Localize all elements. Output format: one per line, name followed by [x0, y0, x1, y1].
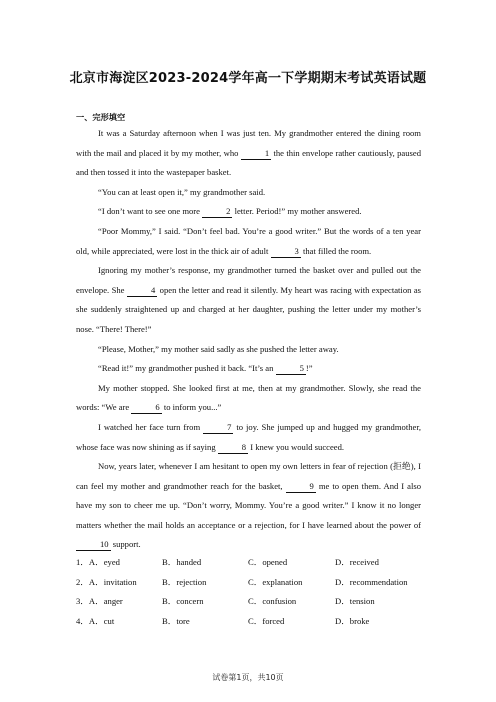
option-text: A．eyed	[88, 557, 120, 567]
option-a[interactable]	[76, 595, 123, 607]
question-number: 4．	[76, 615, 89, 626]
option-c[interactable]: C．forced	[248, 615, 285, 626]
text: letter. Period!” my mother answered.	[232, 206, 362, 217]
option-c[interactable]: C．explanation	[248, 576, 303, 587]
question-row-2	[76, 572, 421, 592]
blank-5: 5	[276, 363, 306, 375]
paragraph-5	[76, 261, 421, 339]
section-heading: 一、完形填空	[76, 112, 126, 122]
option-b[interactable]: B．handed	[162, 557, 202, 567]
text: to joy. She jumped up and hugged my grandmother, whose face was now shining as if saying	[76, 421, 421, 452]
paragraph-9	[76, 418, 421, 457]
paragraph-4	[76, 222, 421, 261]
text: to inform you...”	[161, 402, 222, 413]
answer-options	[76, 552, 421, 630]
option-a[interactable]	[76, 556, 120, 568]
option-d[interactable]: D．tension	[335, 596, 375, 607]
blank-4: 4	[127, 285, 157, 297]
paragraph-8	[76, 379, 421, 418]
text: “I don’t want to see one more	[98, 206, 203, 217]
text: that filled the room.	[300, 245, 372, 256]
text: “Poor Mommy,” I said. “Don’t feel bad. You’re a good writer.” But the words of a ten year old, while appreciated, were lost in the thick air of adult	[76, 225, 421, 256]
text: the thin envelope rather cautiously, paused and then tossed it into the wastepaper basket.	[76, 147, 422, 178]
page-footer: 试卷第1页，共10页	[212, 673, 284, 682]
passage	[76, 124, 421, 555]
text: Ignoring my mother’s response, my grandmother turned the basket over and pulled out the envelope. She	[76, 265, 421, 295]
option-b[interactable]: B．concern	[162, 596, 204, 607]
blank-7: 7	[203, 422, 233, 434]
paragraph-10	[76, 457, 421, 555]
text: !”	[305, 363, 313, 374]
option-text: A．anger	[88, 596, 123, 607]
text: “Read it!” my grandmother pushed it back. “It’s an	[98, 363, 276, 374]
blank-6: 6	[131, 402, 161, 414]
text: I watched her face turn from	[98, 421, 204, 432]
paragraph-2: “You can at least open it,” my grandmother said.	[98, 186, 266, 197]
text: It was a Saturday afternoon when I was just ten. My grandmother entered the dining room with the mail and placed it by my mother, who	[76, 128, 421, 158]
option-text: A．invitation	[88, 576, 137, 587]
option-c[interactable]: C．opened	[248, 557, 288, 567]
option-b[interactable]: B．tore	[162, 615, 190, 626]
paragraph-1	[76, 124, 421, 183]
option-a[interactable]	[76, 615, 114, 627]
text: I knew you would succeed.	[248, 441, 345, 452]
question-number: 2．	[76, 576, 89, 587]
option-d[interactable]: D．broke	[335, 615, 370, 626]
blank-8: 8	[218, 442, 248, 454]
paragraph-6: “Please, Mother,” my mother said sadly as she pushed the letter away.	[98, 343, 339, 354]
question-row-1	[76, 552, 421, 572]
text: Now, years later, whenever I am hesitant to open my own letters in fear of rejection (拒绝), I can feel my mother and grandmother reach for the basket,	[76, 461, 421, 491]
question-number: 1．	[76, 557, 89, 567]
question-row-3	[76, 591, 421, 611]
option-a[interactable]	[76, 576, 137, 588]
blank-2: 2	[202, 206, 232, 218]
page-title: 北京市海淀区2023-2024学年高一下学期期末考试英语试题	[69, 71, 427, 86]
option-d[interactable]: D．recommendation	[335, 576, 408, 587]
blank-10: 10	[76, 539, 111, 551]
question-row-4	[76, 611, 421, 631]
text: open the letter and read it silently. My heart was racing with expectation as she suddenly straightened up and charged at her daughter, pushing the letter under my mother’s nose. “There! There!”	[76, 284, 422, 334]
blank-1: 1	[241, 148, 271, 160]
option-b[interactable]: B．rejection	[162, 576, 207, 587]
blank-3: 3	[271, 246, 301, 258]
text: me to open them. And I also have my son to cheer me up. “Don’t worry, Mommy. You’re a good writer.” I know it no longer matters whether the mail holds an acceptance or a rejection, for I have learned about the power of	[76, 480, 422, 530]
paragraph-3	[76, 202, 421, 222]
option-c[interactable]: C．confusion	[248, 596, 297, 607]
paragraph-7	[76, 359, 421, 379]
text: support.	[110, 539, 141, 550]
blank-9: 9	[286, 481, 316, 493]
text: My mother stopped. She looked first at me, then at my grandmother. Slowly, she read the words: “We are	[76, 382, 421, 413]
option-text: A．cut	[88, 615, 115, 626]
option-d[interactable]: D．received	[335, 557, 379, 567]
question-number: 3．	[76, 596, 89, 607]
